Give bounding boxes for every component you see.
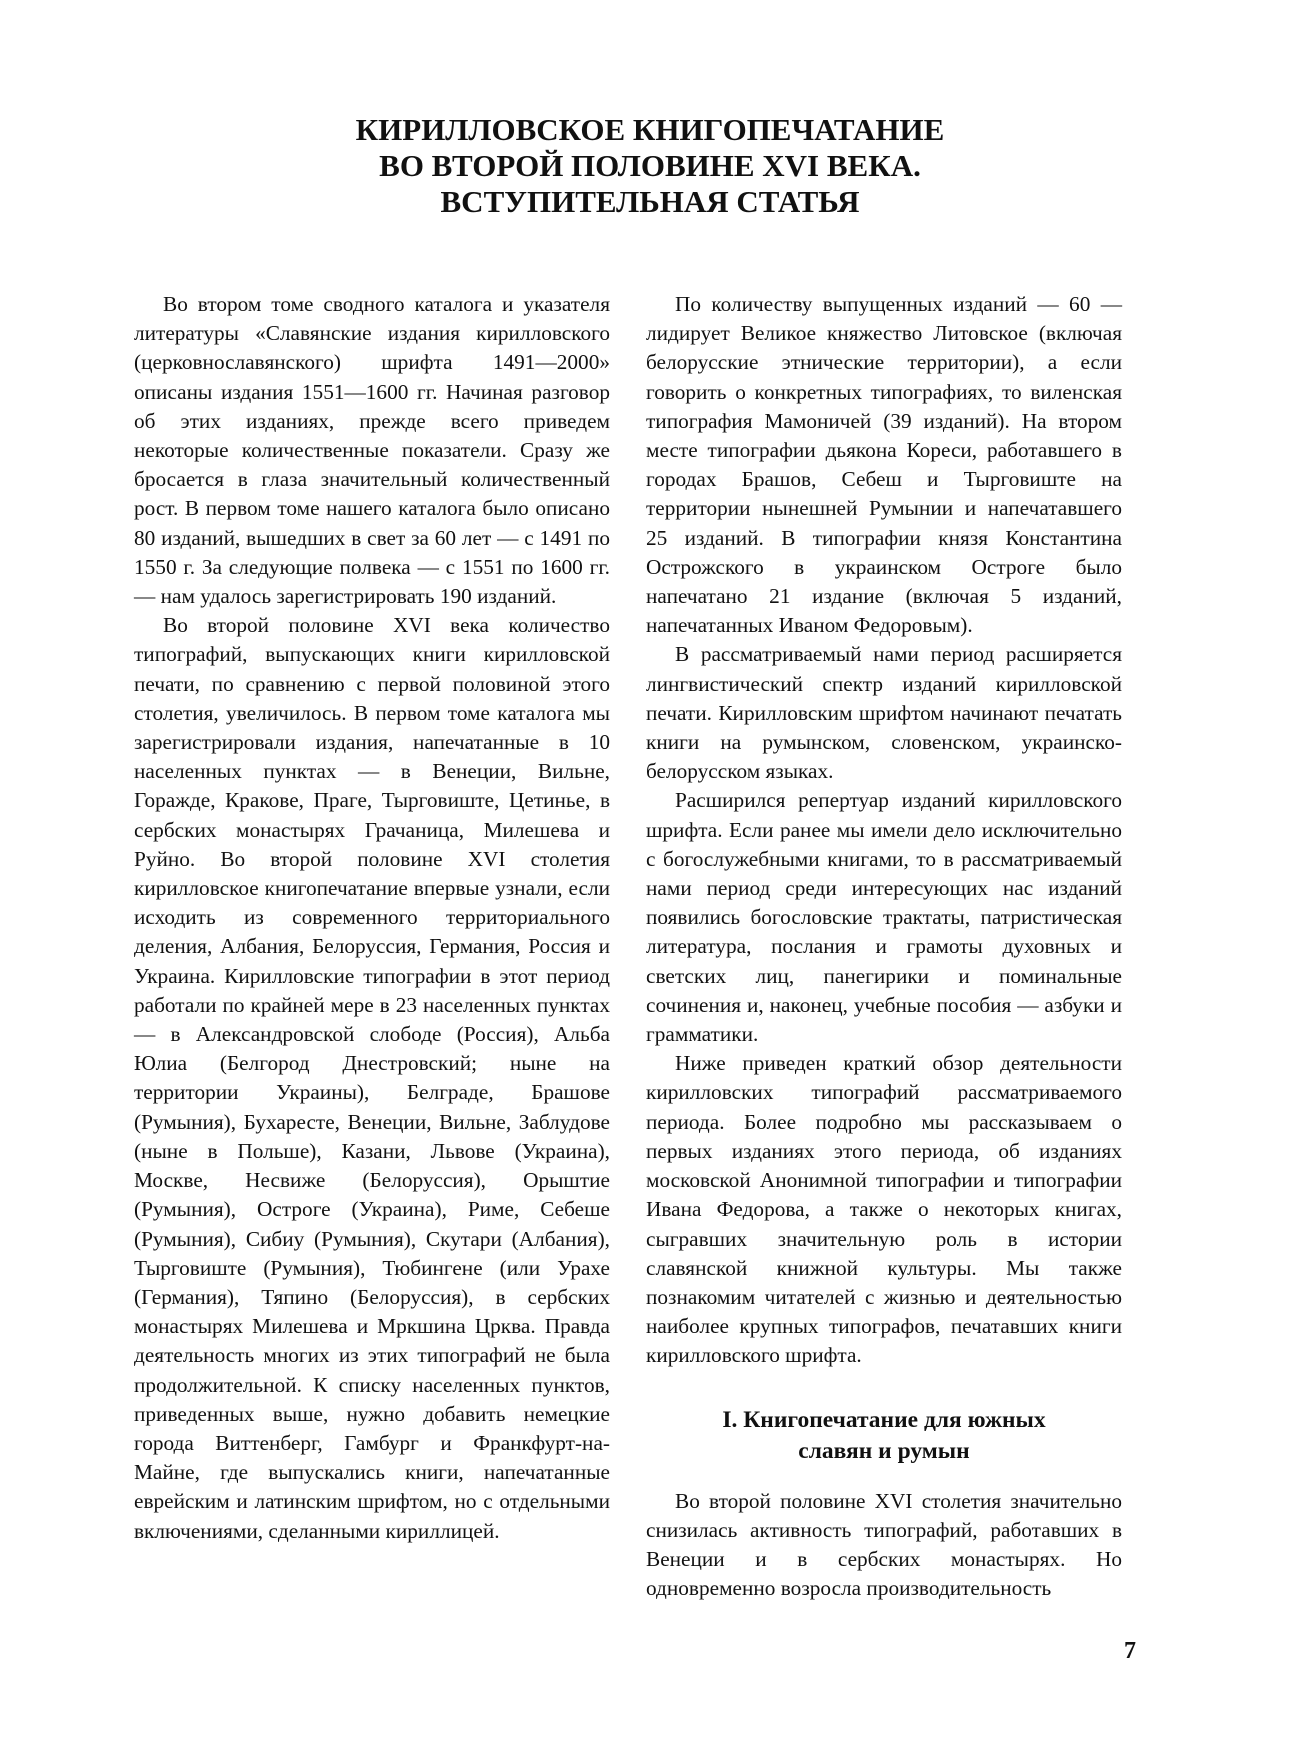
- right-column: [646, 290, 1122, 1603]
- page-number: 7: [1124, 1638, 1136, 1664]
- page-title-line-3: ВСТУПИТЕЛЬНАЯ СТАТЬЯ: [440, 184, 860, 219]
- section-heading-line-1: I. Книгопечатание для южных: [722, 1406, 1046, 1433]
- page-title: [130, 112, 1170, 220]
- section-heading: [646, 1405, 1122, 1467]
- right-paragraph-4: Ниже приведен краткий обзор деятельности кирилловских типографий рассматриваемого периода. Более подробно мы рассказываем о первых изданиях этого периода, об изданиях московской Анонимной типографии и типографии Ивана Федорова, а также о некоторых книгах, сыгравших значительную роль в истории славянской книжной культуры. Мы также познакомим читателей с жизнью и деятельностью наиболее крупных типографов, печатавших книги кирилловского шрифта.: [646, 1051, 1122, 1368]
- left-column: [134, 290, 610, 1546]
- left-paragraph-2: Во второй половине XVI века количество типографий, выпускающих книги кирилловской печати, по сравнению с первой половиной этого столетия, увеличилось. В первом томе каталога мы зарегистрировали издания, напечатанные в 10 населенных пунктах — в Венеции, Вильне, Горажде, Кракове, Праге, Тырговиште, Цетинье, в сербских монастырях Грачаница, Милешева и Руйно. Во второй половине XVI столетия кирилловское книгопечатание впервые узнали, если исходить из современного территориального деления, Албания, Белоруссия, Германия, Россия и Украина. Кирилловские типографии в этот период работали по крайней мере в 23 населенных пунктах — в Александровской слободе (Россия), Альба Юлиа (Белгород Днестровский; ныне на территории Украины), Белграде, Брашове (Румыния), Бухаресте, Венеции, Вильне, Заблудове (ныне в Польше), Казани, Львове (Украина), Москве, Несвиже (Белоруссия), Орыштие (Румыния), Остроге (Украина), Риме, Себеше (Румыния), Сибиу (Румыния), Скутари (Албания), Тырговиште (Румыния), Тюбингене (или Урахе (Германия), Тяпино (Белоруссия), в сербских монастырях Милешева и Мркшина Црква. Правда деятельность многих из этих типографий не была продолжительной. К списку населенных пунктов, приведенных выше, нужно добавить немецкие города Виттенберг, Гамбург и Франкфурт-на-Майне, где выпускались книги, напечатанные еврейским и латинским шрифтом, но с отдельными включениями, сделанными кириллицей.: [134, 613, 610, 1543]
- right-paragraph-5: Во второй половине XVI столетия значительно снизилась активность типографий, работавших в Венеции и в сербских монастырях. Но одновременно возросла производительность: [646, 1488, 1122, 1601]
- right-paragraph-2: В рассматриваемый нами период расширяется лингвистический спектр изданий кирилловской печати. Кирилловским шрифтом начинают печатать книги на румынском, словенском, украинско-белорусском языках.: [646, 642, 1122, 784]
- section-heading-line-2: славян и румын: [798, 1437, 970, 1464]
- right-paragraph-1: По количеству выпущенных изданий — 60 — лидирует Великое княжество Литовское (включая белорусские этнические территории), а если говорить о конкретных типографиях, то виленская типография Мамоничей (39 изданий). На втором месте типографии дьякона Кореси, работавшего в городах Брашов, Себеш и Тырговиште на территории нынешней Румынии и напечатавшего 25 изданий. В типографии князя Константина Острожского в украинском Остроге было напечатано 21 издание (включая 5 изданий, напечатанных Иваном Федоровым).: [646, 292, 1122, 638]
- page-title-line-2: ВО ВТОРОЙ ПОЛОВИНЕ XVI ВЕКА.: [379, 148, 921, 183]
- right-paragraph-3: Расширился репертуар изданий кирилловского шрифта. Если ранее мы имели дело исключительно с богослужебными книгами, то в рассматриваемый нами период среди интересующих нас изданий появились богословские трактаты, патристическая литература, послания и грамоты духовных и светских лиц, панегирики и поминальные сочинения и, наконец, учебные пособия — азбуки и грамматики.: [646, 788, 1122, 1047]
- page-title-line-1: КИРИЛЛОВСКОЕ КНИГОПЕЧАТАНИЕ: [355, 112, 945, 147]
- left-paragraph-1: Во втором томе сводного каталога и указателя литературы «Славянские издания кирилловского (церковнославянского) шрифта 1491—2000» описаны издания 1551—1600 гг. Начиная разговор об этих изданиях, прежде всего приведем некоторые количественные показатели. Сразу же бросается в глаза значительный количественный рост. В первом томе нашего каталога было описано 80 изданий, вышедших в свет за 60 лет — с 1491 по 1550 г. За следующие полвека — с 1551 по 1600 гг. — нам удалось зарегистрировать 190 изданий.: [134, 292, 610, 609]
